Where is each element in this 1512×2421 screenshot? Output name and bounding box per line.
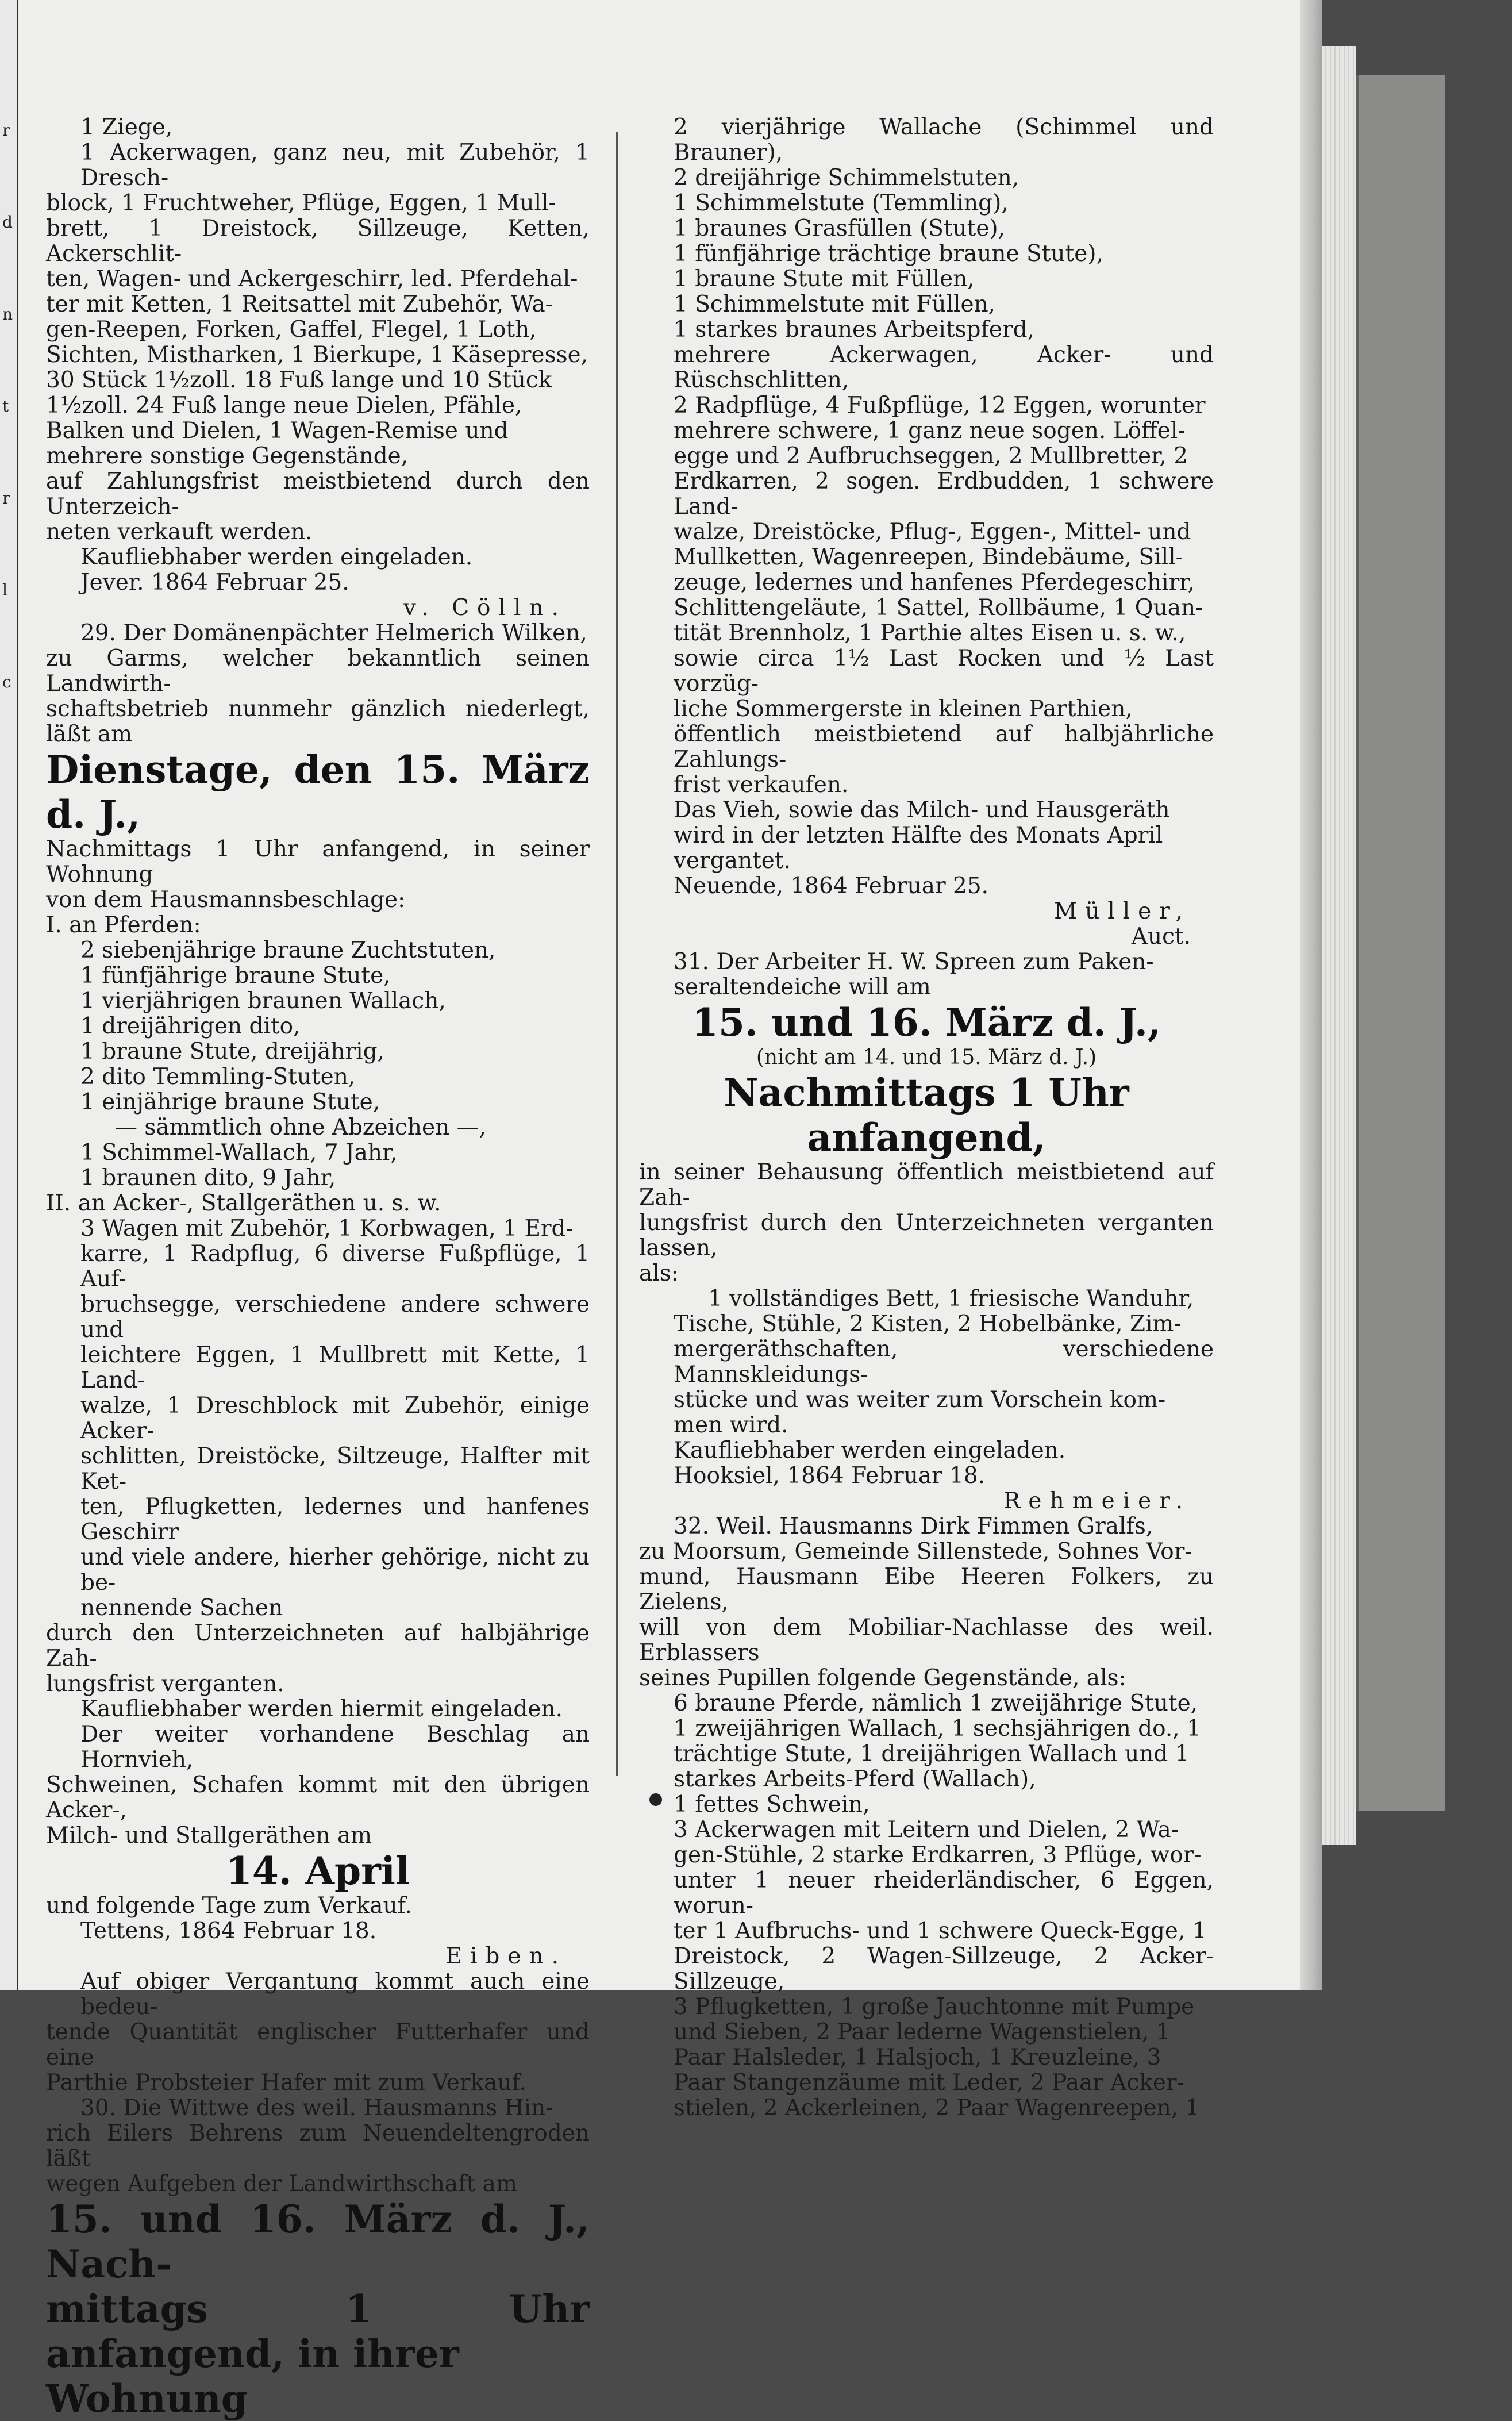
right-col-line: in seiner Behausung öffentlich meistbietend auf Zah-: [639, 1159, 1214, 1210]
right-col-line: egge und 2 Aufbruchseggen, 2 Mullbretter, 2: [674, 443, 1188, 469]
left-col-line: Auf obiger Vergantung kommt auch eine bedeu-: [80, 1969, 590, 2020]
left-col-line: Wohnung: [46, 2376, 248, 2421]
right-col-line: unter 1 neuer rheiderländischer, 6 Eggen, worun-: [674, 1867, 1214, 1919]
left-column: [46, 115, 590, 2421]
left-col-line: Kaufliebhaber werden eingeladen.: [80, 544, 473, 570]
right-col-line: und Sieben, 2 Paar lederne Wagenstielen, 1: [674, 2019, 1171, 2045]
right-col-line: 1 fettes Schwein,: [674, 1792, 870, 1817]
right-col-line: Schlittengeläute, 1 Sattel, Rollbäume, 1 Quan-: [674, 595, 1203, 621]
right-col-line: 1 Schimmelstute mit Füllen,: [674, 291, 996, 317]
left-col-line: mittags 1 Uhr anfangend, in ihrer: [46, 2286, 590, 2376]
left-col-line: Parthie Probsteier Hafer mit zum Verkauf.: [46, 2070, 526, 2096]
right-col-line: wird in der letzten Hälfte des Monats April: [674, 823, 1163, 848]
left-col-line: I. an Pferden:: [46, 912, 201, 938]
right-col-line: walze, Dreistöcke, Pflug-, Eggen-, Mittel- und: [674, 519, 1191, 545]
right-col-line: Kaufliebhaber werden eingeladen.: [674, 1438, 1066, 1463]
right-col-line: Auct.: [1131, 924, 1191, 950]
right-col-line: seines Pupillen folgende Gegenstände, als:: [639, 1665, 1126, 1691]
right-col-line: stücke und was weiter zum Vorschein kom-: [674, 1387, 1166, 1413]
right-col-line: vergantet.: [674, 848, 791, 874]
right-col-line: 1 fünfjährige trächtige braune Stute),: [674, 241, 1103, 267]
page-stack: [1322, 46, 1356, 1845]
left-col-line: wegen Aufgeben der Landwirthschaft am: [46, 2171, 517, 2197]
left-col-line: 1 braunen dito, 9 Jahr,: [80, 1165, 336, 1191]
margin-letter: d: [2, 213, 13, 232]
left-col-line: 15. und 16. März d. J., Nach-: [46, 2197, 590, 2286]
left-col-line: 30 Stück 1½zoll. 18 Fuß lange und 10 Stück: [46, 367, 552, 393]
right-col-line: 2 dreijährige Schimmelstuten,: [674, 165, 1019, 191]
left-col-line: 30. Die Wittwe des weil. Hausmanns Hin-: [80, 2095, 553, 2121]
margin-letter: r: [2, 121, 10, 140]
left-col-line: ter mit Ketten, 1 Reitsattel mit Zubehör, Wa-: [46, 291, 553, 317]
margin-letter: n: [2, 305, 13, 324]
right-col-line: tität Brennholz, 1 Parthie altes Eisen u. s. w.,: [674, 620, 1186, 646]
margin-letter: l: [2, 581, 7, 600]
left-col-line: neten verkauft werden.: [46, 519, 313, 545]
right-col-line: 1 vollständiges Bett, 1 friesische Wanduhr,: [708, 1286, 1194, 1312]
right-col-line: trächtige Stute, 1 dreijährigen Wallach und 1: [674, 1741, 1190, 1767]
right-col-line: mergeräthschaften, verschiedene Mannskleidungs-: [674, 1336, 1214, 1388]
left-col-line: Jever. 1864 Februar 25.: [80, 570, 349, 595]
right-col-line: Dreistock, 2 Wagen-Sillzeuge, 2 Acker-Sillzeuge,: [674, 1943, 1214, 1995]
right-col-line: Paar Stangenzäume mit Leder, 2 Paar Acker-: [674, 2070, 1184, 2096]
right-col-line: 32. Weil. Hausmanns Dirk Fimmen Gralfs,: [674, 1513, 1153, 1539]
left-col-line: brett, 1 Dreistock, Sillzeuge, Ketten, Ackerschlit-: [46, 216, 590, 267]
left-col-line: 1½zoll. 24 Fuß lange neue Dielen, Pfähle,: [46, 393, 522, 418]
left-col-line: schlitten, Dreistöcke, Siltzeuge, Halfter mit Ket-: [80, 1443, 590, 1494]
right-col-line: 1 braunes Grasfüllen (Stute),: [674, 216, 1006, 241]
right-col-line: 15. und 16. März d. J.,: [692, 1000, 1161, 1045]
left-col-line: 29. Der Domänenpächter Helmerich Wilken,: [80, 620, 587, 646]
left-col-line: nennende Sachen: [80, 1595, 283, 1621]
left-col-line: auf Zahlungsfrist meistbietend durch den Unterzeich-: [46, 468, 590, 520]
page-fold: [1300, 0, 1322, 1990]
right-col-line: 3 Ackerwagen mit Leitern und Dielen, 2 Wa-: [674, 1817, 1179, 1843]
right-col-line: als:: [639, 1261, 679, 1286]
left-col-line: Balken und Dielen, 1 Wagen-Remise und: [46, 418, 509, 444]
right-col-line: mund, Hausmann Eibe Heeren Folkers, zu Zielens,: [639, 1564, 1214, 1615]
left-col-line: bruchsegge, verschiedene andere schwere und: [80, 1292, 590, 1343]
right-col-line: Mullketten, Wagenreepen, Bindebäume, Sill-: [674, 544, 1183, 570]
right-col-line: Hooksiel, 1864 Februar 18.: [674, 1463, 986, 1489]
left-col-line: block, 1 Fruchtweher, Pflüge, Eggen, 1 Mull-: [46, 190, 556, 216]
book-cover: [1356, 75, 1445, 1811]
right-col-line: 1 braune Stute mit Füllen,: [674, 266, 975, 292]
left-col-line: 2 siebenjährige braune Zuchtstuten,: [80, 937, 496, 963]
right-col-line: Das Vieh, sowie das Milch- und Hausgeräth: [674, 797, 1170, 823]
left-col-line: gen-Reepen, Forken, Gaffel, Flegel, 1 Loth,: [46, 317, 537, 343]
left-col-line: II. an Acker-, Stallgeräthen u. s. w.: [46, 1190, 441, 1216]
right-col-line: 1 Schimmelstute (Temmling),: [674, 190, 1009, 216]
left-col-line: v. Cölln.: [403, 595, 567, 621]
left-col-line: Der weiter vorhandene Beschlag an Hornvieh,: [80, 1721, 590, 1773]
right-col-line: Tische, Stühle, 2 Kisten, 2 Hobelbänke, Zim-: [674, 1311, 1182, 1337]
right-col-line: 3 Pflugketten, 1 große Jauchtonne mit Pumpe: [674, 1994, 1195, 2020]
right-col-line: Rehmeier.: [1003, 1488, 1191, 1514]
left-col-line: leichtere Eggen, 1 Mullbrett mit Kette, 1 Land-: [80, 1342, 590, 1393]
right-col-line: 1 starkes braunes Arbeitspferd,: [674, 317, 1034, 343]
left-col-line: Kaufliebhaber werden hiermit eingeladen.: [80, 1696, 563, 1722]
left-col-line: Milch- und Stallgeräthen am: [46, 1823, 372, 1849]
right-col-line: mehrere schwere, 1 ganz neue sogen. Löffel-: [674, 418, 1186, 444]
left-col-line: durch den Unterzeichneten auf halbjährige Zah-: [46, 1620, 590, 1671]
left-col-line: Schweinen, Schafen kommt mit den übrigen Acker-,: [46, 1772, 590, 1823]
right-col-line: sowie circa 1½ Last Rocken und ½ Last vorzüg-: [674, 645, 1214, 697]
right-col-line: Paar Halsleder, 1 Halsjoch, 1 Kreuzleine, 3: [674, 2045, 1161, 2070]
right-col-line: zeuge, ledernes und hanfenes Pferdegeschirr,: [674, 570, 1195, 595]
left-col-line: 2 dito Temmling-Stuten,: [80, 1064, 356, 1090]
right-col-line: Erdkarren, 2 sogen. Erdbudden, 1 schwere Land-: [674, 468, 1214, 520]
left-col-line: ten, Pflugketten, ledernes und hanfenes Geschirr: [80, 1494, 590, 1545]
left-col-line: lungsfrist verganten.: [46, 1671, 284, 1697]
right-col-line: liche Sommergerste in kleinen Parthien,: [674, 696, 1133, 722]
ink-dot: [649, 1793, 662, 1806]
left-col-line: Tettens, 1864 Februar 18.: [80, 1918, 377, 1944]
right-col-line: mehrere Ackerwagen, Acker- und Rüschschlitten,: [674, 342, 1214, 393]
left-col-line: rich Eilers Behrens zum Neuendeltengroden läßt: [46, 2120, 590, 2172]
left-col-line: 3 Wagen mit Zubehör, 1 Korbwagen, 1 Erd-: [80, 1216, 574, 1242]
left-col-line: schaftsbetrieb nunmehr gänzlich niederlegt, läßt am: [46, 696, 590, 747]
left-col-line: ten, Wagen- und Ackergeschirr, led. Pferdehal-: [46, 266, 578, 292]
column-rule: [616, 132, 618, 1776]
left-col-line: — sämmtlich ohne Abzeichen —,: [115, 1115, 486, 1140]
left-col-line: zu Garms, welcher bekanntlich seinen Landwirth-: [46, 645, 590, 697]
right-col-line: frist verkaufen.: [674, 772, 849, 798]
right-col-line: öffentlich meistbietend auf halbjährliche Zahlungs-: [674, 721, 1214, 773]
margin-letter: c: [2, 672, 11, 691]
left-col-line: 1 dreijährigen dito,: [80, 1013, 301, 1039]
right-col-line: zu Moorsum, Gemeinde Sillenstede, Sohnes Vor-: [639, 1539, 1192, 1565]
left-col-line: von dem Hausmannsbeschlage:: [46, 887, 406, 913]
right-col-line: 2 Radpflüge, 4 Fußpflüge, 12 Eggen, worunter: [674, 393, 1206, 418]
right-col-line: gen-Stühle, 2 starke Erdkarren, 3 Pflüge, wor-: [674, 1842, 1202, 1868]
left-col-line: 1 braune Stute, dreijährig,: [80, 1039, 384, 1065]
right-col-line: stielen, 2 Ackerleinen, 2 Paar Wagenreepen, 1: [674, 2095, 1200, 2121]
right-col-line: seraltendeiche will am: [674, 974, 931, 1000]
right-col-line: men wird.: [674, 1412, 788, 1438]
right-col-line: lungsfrist durch den Unterzeichneten verganten lassen,: [639, 1210, 1214, 1261]
left-col-line: 1 einjährige braune Stute,: [80, 1089, 380, 1115]
margin-letter: r: [2, 489, 10, 508]
right-col-line: will von dem Mobiliar-Nachlasse des weil. Erblassers: [639, 1615, 1214, 1666]
left-col-line: mehrere sonstige Gegenstände,: [46, 443, 409, 469]
left-col-line: karre, 1 Radpflug, 6 diverse Fußpflüge, 1 Auf-: [80, 1241, 590, 1292]
left-col-line: walze, 1 Dreschblock mit Zubehör, einige Acker-: [80, 1393, 590, 1444]
right-col-line: 6 braune Pferde, nämlich 1 zweijährige Stute,: [674, 1690, 1198, 1716]
right-col-line: ter 1 Aufbruchs- und 1 schwere Queck-Egge, 1: [674, 1918, 1207, 1944]
right-col-line: 2 vierjährige Wallache (Schimmel und Brauner),: [674, 114, 1214, 166]
right-col-line: Nachmittags 1 Uhr anfangend,: [724, 1070, 1129, 1160]
right-col-line: 31. Der Arbeiter H. W. Spreen zum Paken-: [674, 949, 1154, 975]
left-col-line: 1 Ziege,: [80, 114, 173, 140]
right-col-line: (nicht am 14. und 15. März d. J.): [756, 1046, 1097, 1069]
left-col-line: Sichten, Mistharken, 1 Bierkupe, 1 Käsepresse,: [46, 342, 588, 368]
left-col-line: 14. April: [225, 1849, 410, 1893]
left-col-line: 1 fünfjährige braune Stute,: [80, 963, 391, 989]
left-col-line: Eiben.: [445, 1943, 567, 1969]
right-col-line: Müller,: [1054, 898, 1191, 924]
right-col-line: starkes Arbeits-Pferd (Wallach),: [674, 1766, 1036, 1792]
left-col-line: tende Quantität englischer Futterhafer und eine: [46, 2019, 590, 2070]
margin-letter: t: [2, 397, 9, 416]
left-col-line: und viele andere, hierher gehörige, nicht zu be-: [80, 1544, 590, 1596]
left-col-line: Dienstage, den 15. März d. J.,: [46, 747, 590, 837]
right-column: [639, 115, 1214, 2121]
left-col-line: 1 Ackerwagen, ganz neu, mit Zubehör, 1 Dresch-: [80, 140, 590, 191]
left-col-line: Nachmittags 1 Uhr anfangend, in seiner Wohnung: [46, 836, 590, 887]
left-col-line: und folgende Tage zum Verkauf.: [46, 1893, 413, 1919]
left-col-line: 1 Schimmel-Wallach, 7 Jahr,: [80, 1140, 398, 1166]
facing-page-edge: [0, 0, 19, 1990]
right-col-line: 1 zweijährigen Wallach, 1 sechsjährigen do., 1: [674, 1716, 1201, 1742]
left-col-line: 1 vierjährigen braunen Wallach,: [80, 988, 446, 1014]
right-col-line: Neuende, 1864 Februar 25.: [674, 873, 989, 899]
